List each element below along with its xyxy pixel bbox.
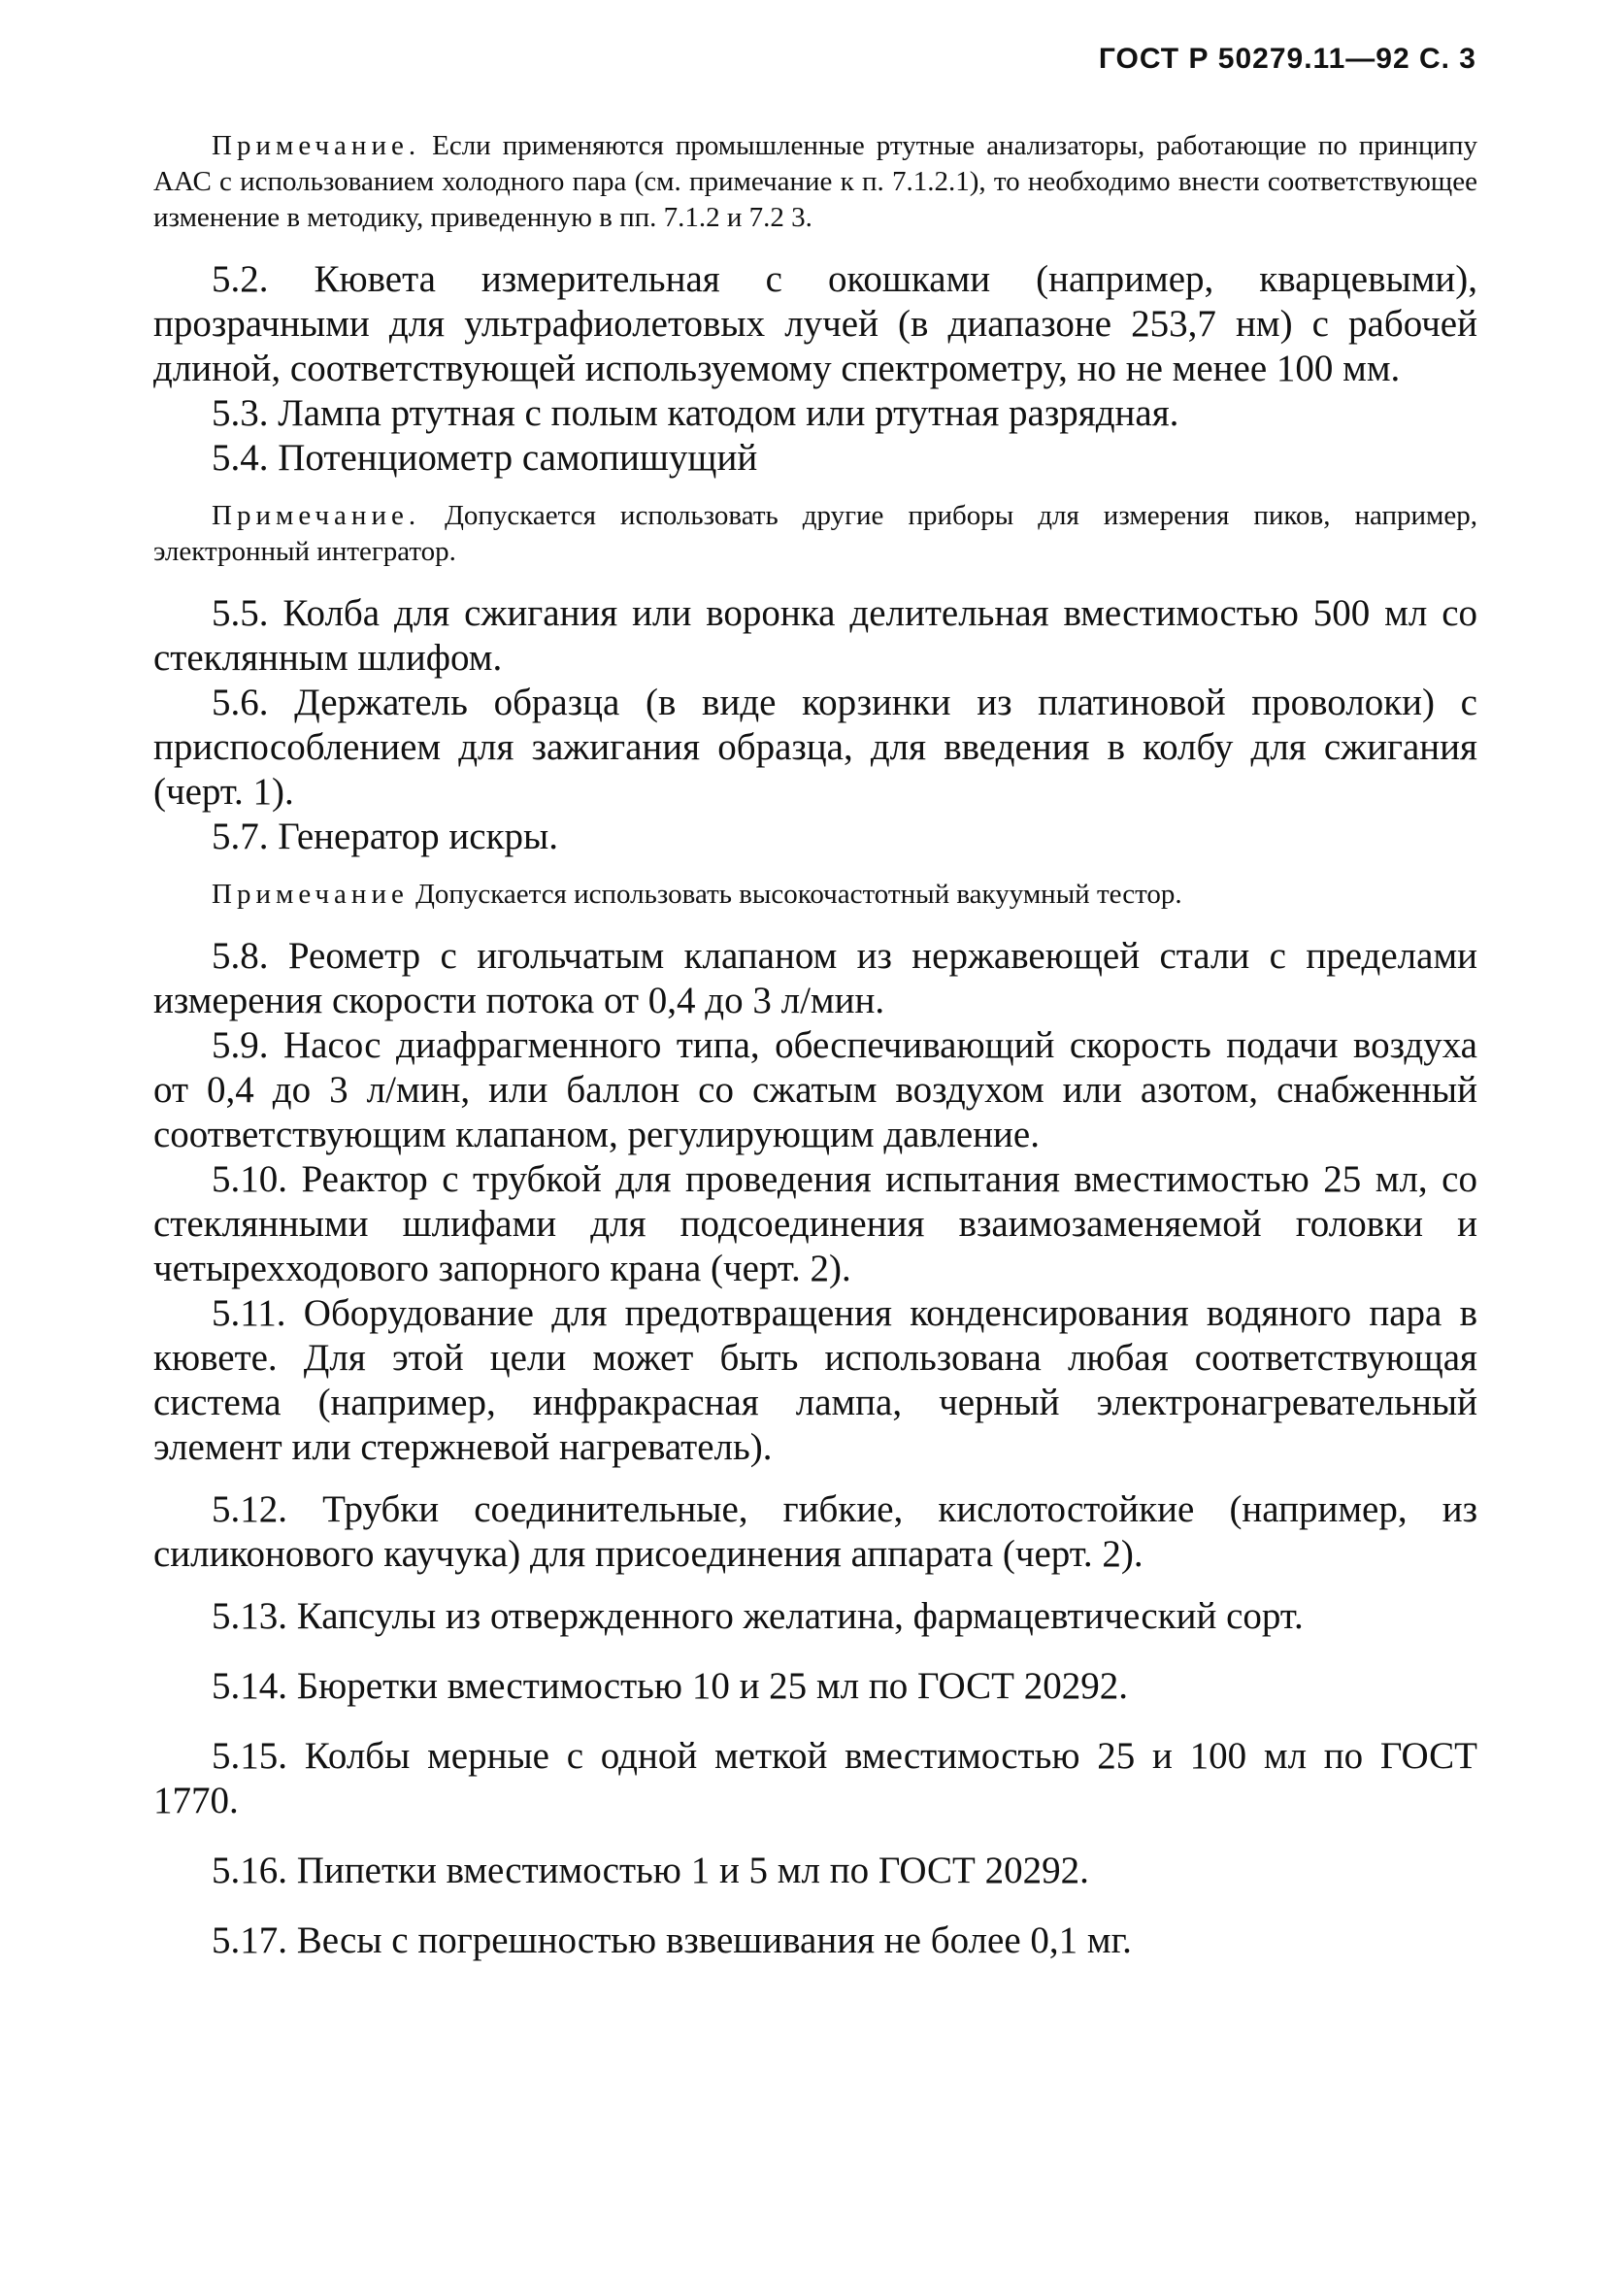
note-text: Допускается использовать другие приборы для измерения пиков, например, электронный интегратор. (153, 500, 1477, 567)
item-5-9: 5.9. Насос диафрагменного типа, обеспечивающий скорость подачи воздуха от 0,4 до 3 л/мин, или баллон со сжатым воздухом или азотом, снабженный соответствующим клапаном, регулирующим давление. (153, 1024, 1477, 1155)
note-text: Допускается использовать высокочастотный вакуумный тестор. (408, 879, 1182, 910)
note-text: Если применяются промышленные ртутные анализаторы, работающие по принципу ААС с использованием холодного пара (см. примечание к п. 7.1.2.1), то необходимо внести соответствующее изменение в методику, приведенную в пп. 7.1.2 и 7.2 3. (153, 130, 1477, 233)
note-ms-analyzers (153, 128, 1477, 236)
item-5-13: 5.13. Капсулы из отвержденного желатина, фармацевтический сорт. (212, 1595, 1304, 1637)
item-5-12: 5.12. Трубки соединительные, гибкие, кислотостойкие (например, из силиконового каучука) для присоединения аппарата (черт. 2). (153, 1488, 1477, 1575)
item-5-6: 5.6. Держатель образца (в виде корзинки из платиновой проволоки) с приспособлением для зажигания образца, для введения в колбу для сжигания (черт. 1). (153, 682, 1477, 813)
item-5-5: 5.5. Колба для сжигания или воронка делительная вместимостью 500 мл со стеклянным шлифом. (153, 592, 1477, 679)
item-5-17: 5.17. Весы с погрешностью взвешивания не более 0,1 мг. (212, 1919, 1132, 1961)
note-label: Примечание (212, 879, 409, 910)
note-integrator (153, 498, 1477, 570)
note-label: Примечание. (212, 130, 421, 161)
item-5-15: 5.15. Колбы мерные с одной меткой вместимостью 25 и 100 мл по ГОСТ 1770. (153, 1735, 1477, 1821)
note-vacuum-tester (153, 877, 1477, 913)
item-5-14: 5.14. Бюретки вместимостью 10 и 25 мл по ГОСТ 20292. (212, 1665, 1128, 1707)
item-5-11: 5.11. Оборудование для предотвращения конденсирования водяного пара в кювете. Для этой цели может быть использована любая соответствующая система (например, инфракрасная лампа, черный электронагревательный элемент или стержневой нагреватель). (153, 1292, 1477, 1468)
item-5-3: 5.3. Лампа ртутная с полым катодом или ртутная разрядная. (212, 392, 1179, 434)
item-5-8: 5.8. Реометр с игольчатым клапаном из нержавеющей стали с пределами измерения скорости потока от 0,4 до 3 л/мин. (153, 935, 1477, 1021)
item-5-4: 5.4. Потенциометр самопишущий (212, 437, 758, 479)
item-5-10: 5.10. Реактор с трубкой для проведения испытания вместимостью 25 мл, со стеклянными шлифами для подсоединения взаимозаменяемой головки и четырехходового запорного крана (черт. 2). (153, 1158, 1477, 1289)
item-5-2: 5.2. Кювета измерительная с окошками (например, кварцевыми), прозрачными для ультрафиолетовых лучей (в диапазоне 253,7 нм) с рабочей длиной, соответствующей используемому спектрометру, но не менее 100 мм. (153, 258, 1477, 389)
document-body (153, 128, 1477, 1963)
page-header: ГОСТ Р 50279.11—92 С. 3 (1098, 43, 1476, 75)
item-5-7: 5.7. Генератор искры. (212, 816, 558, 857)
item-5-16: 5.16. Пипетки вместимостью 1 и 5 мл по ГОСТ 20292. (212, 1850, 1089, 1891)
note-label: Примечание. (212, 500, 421, 531)
